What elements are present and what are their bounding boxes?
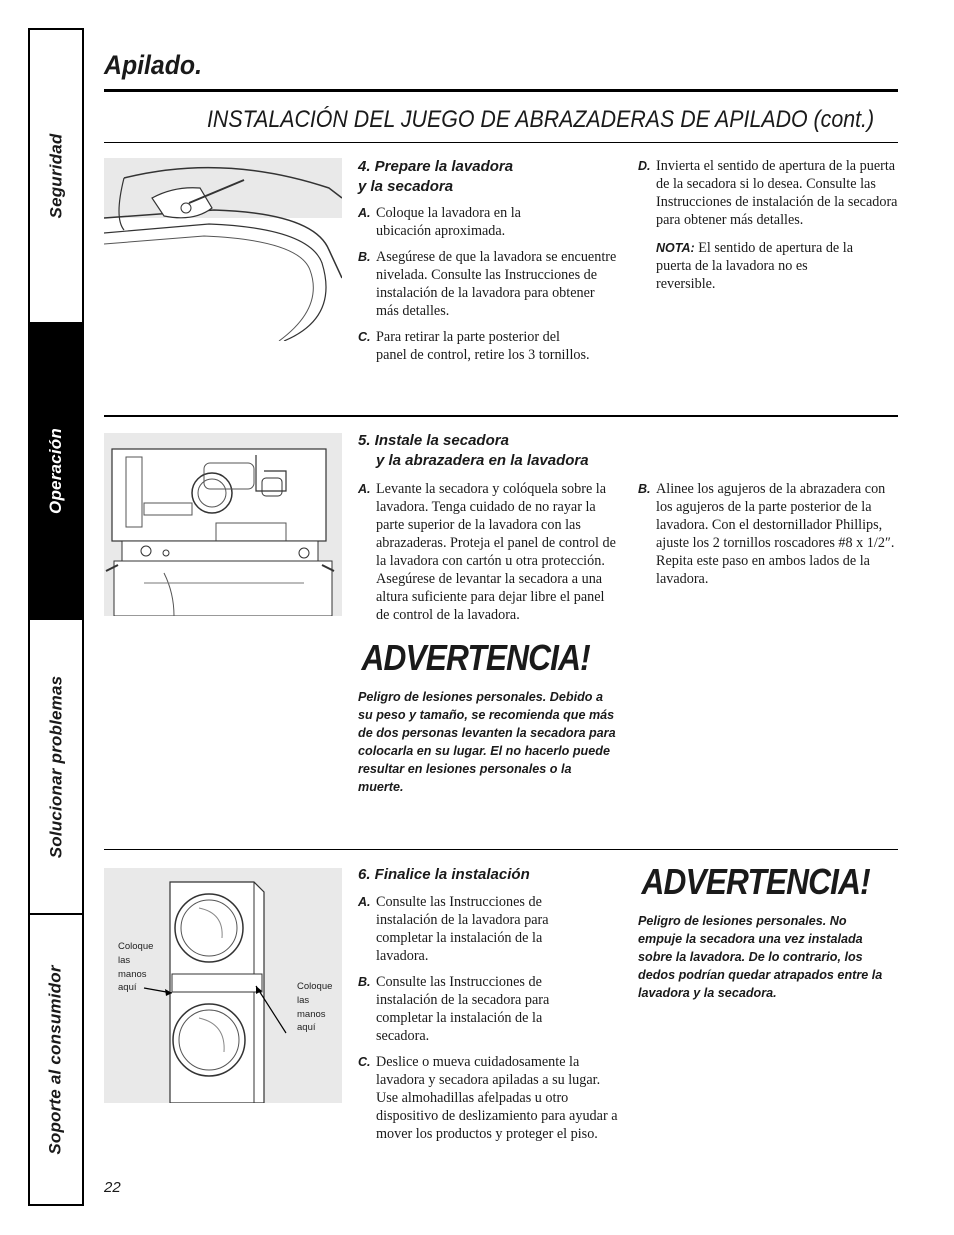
washer-top-illustration [104, 158, 342, 341]
subtitle-rule [104, 142, 898, 143]
tab-label: Operación [46, 428, 66, 514]
item-text: Para retirar la parte posterior del panel de control, retire los 3 tornillos. [376, 329, 590, 363]
step4-column [358, 157, 620, 364]
page-title: Apilado. [104, 50, 202, 80]
item-text: Deslice o mueva cuidadosamente la lavadora y secadora apiladas a su lugar. Use almohadillas afelpadas u otro dispositivo de deslizamiento para ayudar a mover los productos y proteger el piso. [376, 1054, 618, 1142]
step5-heading-line2: y la abrazadera en la lavadora [376, 452, 589, 469]
step6-right-column [638, 862, 900, 1002]
step4-item-b [358, 248, 620, 320]
callout-line: las [297, 994, 310, 1006]
step5-right-column [638, 480, 900, 588]
tab-operacion[interactable] [30, 324, 82, 620]
tab-label: Seguridad [46, 133, 65, 219]
callout-left [118, 940, 153, 995]
page-number: 22 [104, 1179, 121, 1196]
section-divider [104, 849, 898, 850]
item-letter: C. [358, 330, 371, 344]
item-text: Coloque la lavadora en la ubicación aproximada. [376, 205, 521, 239]
step4-note [638, 239, 900, 293]
note-label: NOTA: [656, 241, 695, 255]
item-letter: A. [358, 895, 371, 909]
callout-line: Coloque [297, 981, 333, 992]
side-tab-bar [28, 28, 84, 1206]
tab-label: Soporte al consumidor [46, 964, 65, 1155]
item-text: Alinee los agujeros de la abrazadera con los agujeros de la parte posterior de la lavadora. Con el destornillador Phillips, ajuste los 2 tornillos roscadores #8 x 1/2″. Repita este paso en ambos lados de la lavadora. [656, 481, 895, 587]
section-subtitle: INSTALACIÓN DEL JUEGO DE ABRAZADERAS DE APILADO (cont.) [207, 106, 875, 133]
item-letter: B. [358, 975, 371, 989]
tab-label: Solucionar problemas [46, 675, 66, 858]
tab-seguridad[interactable] [30, 30, 82, 324]
callout-line: manos [118, 968, 147, 980]
step6-heading: 6. Finalice la instalación [358, 866, 530, 883]
callout-line: aquí [297, 1022, 316, 1034]
item-letter: D. [638, 159, 651, 173]
step5-heading [358, 431, 620, 471]
tab-soporte-consumidor[interactable] [30, 915, 82, 1204]
warning-title: ADVERTENCIA! [641, 861, 870, 902]
item-letter: A. [358, 206, 371, 220]
note-text: El sentido de apertura de la puerta de la lavadora no es reversible. [656, 240, 854, 292]
item-text: Consulte las Instrucciones de instalación de la lavadora para completar la instalación de la lavadora. [376, 894, 549, 964]
item-text: Invierta el sentido de apertura de la puerta de la secadora si lo desea. Consulte las Instrucciones de instalación de la secadora para obtener más detalles. [656, 158, 898, 228]
step6-item-a [358, 893, 620, 965]
section-divider [104, 415, 898, 417]
step4-right-column [638, 157, 900, 293]
step5-heading-line1: 5. Instale la secadora [358, 432, 509, 449]
step4-item-d [638, 157, 900, 229]
callout-line: aquí [118, 982, 137, 994]
item-letter: B. [638, 482, 651, 496]
step5-column [358, 431, 620, 797]
step5-item-b [638, 480, 900, 588]
step6-item-c [358, 1053, 620, 1143]
item-text: Levante la secadora y colóquela sobre la lavadora. Tenga cuidado de no rayar la parte superior de la lavadora con las abrazaderas. Proteja el panel de control de la lavadora con cartón u otra protección. Asegúrese de levantar la secadora a una altura suficiente para dejar libre el panel de control de la lavadora. [376, 481, 616, 623]
step5-item-a [358, 480, 620, 624]
callout-line: las [118, 954, 131, 966]
callout-right [297, 980, 332, 1035]
dryer-on-washer-illustration [104, 433, 342, 616]
step4-heading-line1: 4. Prepare la lavadora [358, 158, 514, 175]
step4-item-c [358, 328, 620, 364]
step4-item-a [358, 204, 620, 240]
warning-title: ADVERTENCIA! [361, 637, 590, 678]
warning-text: Peligro de lesiones personales. No empuje la secadora una vez instalada sobre la lavadora. De lo contrario, los dedos podrían quedar atrapados entre la lavadora y la secadora. [638, 914, 883, 1001]
item-text: Asegúrese de que la lavadora se encuentre nivelada. Consulte las Instrucciones de instalación de la lavadora para obtener más detalles. [376, 249, 617, 319]
warning-heading [358, 638, 589, 678]
callout-line: Coloque [118, 941, 154, 952]
item-letter: A. [358, 482, 371, 496]
step6-item-b [358, 973, 620, 1045]
warning-text: Peligro de lesiones personales. Debido a su peso y tamaño, se recomienda que más de dos personas levanten la secadora para colocarla en su lugar. El no hacerlo puede resultar en lesiones personales o la muerte. [358, 690, 616, 795]
stacked-units-illustration [104, 868, 342, 1103]
step6-column [358, 865, 620, 1143]
item-letter: B. [358, 250, 371, 264]
tab-solucionar-problemas[interactable] [30, 620, 82, 915]
callout-line: manos [297, 1008, 326, 1020]
item-text: Consulte las Instrucciones de instalación de la secadora para completar la instalación de la secadora. [376, 974, 550, 1044]
item-letter: C. [358, 1055, 371, 1069]
warning-heading [638, 862, 869, 902]
step4-heading [358, 157, 620, 197]
step4-heading-line2: y la secadora [358, 178, 454, 195]
title-rule [104, 89, 898, 92]
